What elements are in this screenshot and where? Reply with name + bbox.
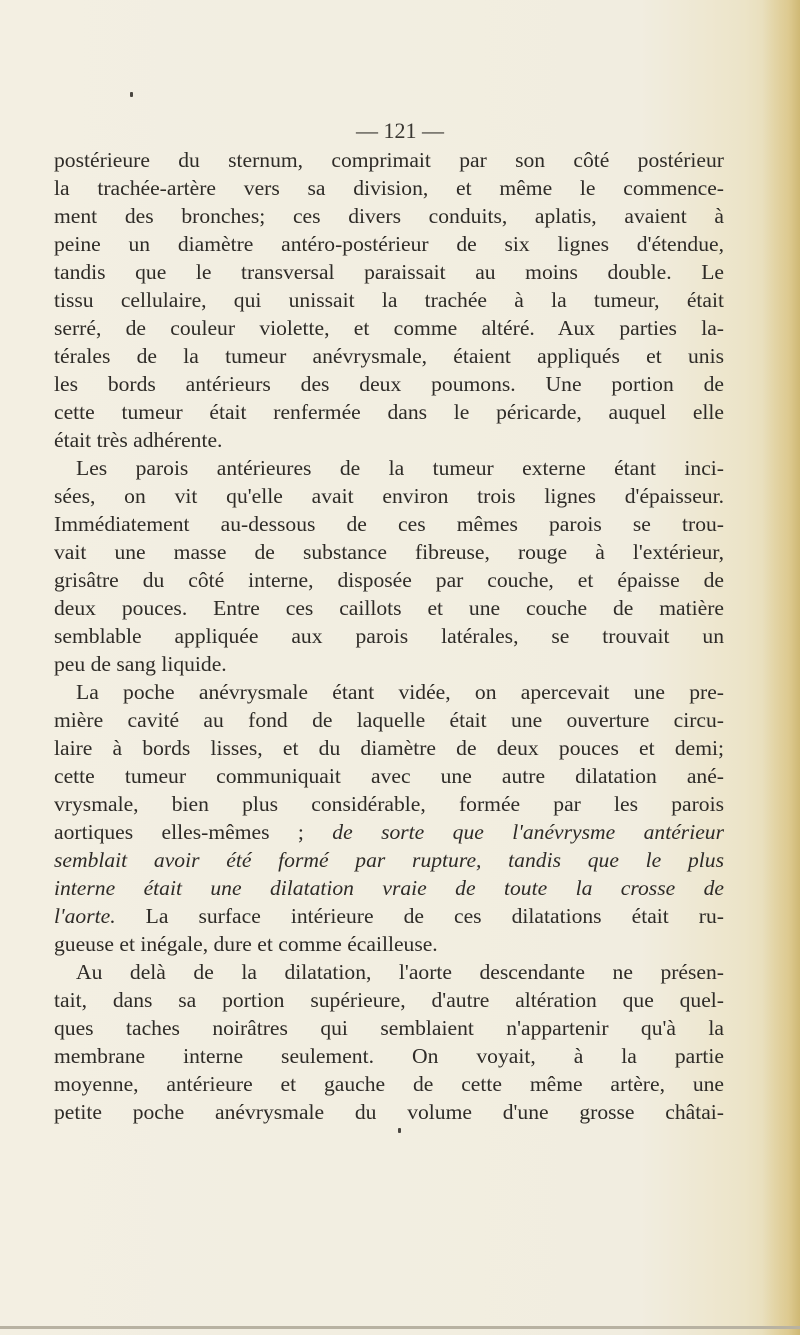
- text-line: semblait avoir été formé par rupture, tandis que le plus: [54, 848, 724, 872]
- text-line: gueuse et inégale, dure et comme écailleuse.: [54, 932, 438, 956]
- text-line: grisâtre du côté interne, disposée par couche, et épaisse de: [54, 568, 724, 592]
- text-line: moyenne, antérieure et gauche de cette même artère, une: [54, 1072, 724, 1096]
- text-line: ment des bronches; ces divers conduits, aplatis, avaient à: [54, 204, 724, 228]
- text-line: La poche anévrysmale étant vidée, on apercevait une pre-: [76, 680, 724, 704]
- text-line: aortiques elles-mêmes ; de sorte que l'anévrysme antérieur: [54, 820, 724, 844]
- text-line: peu de sang liquide.: [54, 652, 227, 676]
- text-line: cette tumeur était renfermée dans le péricarde, auquel elle: [54, 400, 724, 424]
- page-bottom-edge: [0, 1326, 800, 1329]
- text-line: Immédiatement au-dessous de ces mêmes parois se trou-: [54, 512, 724, 536]
- ink-speck: [398, 1128, 401, 1133]
- text-line: la trachée-artère vers sa division, et même le commence-: [54, 176, 724, 200]
- text-line: interne était une dilatation vraie de toute la crosse de: [54, 876, 724, 900]
- text-line: vrysmale, bien plus considérable, formée par les parois: [54, 792, 724, 816]
- text-line: térales de la tumeur anévrysmale, étaient appliqués et unis: [54, 344, 724, 368]
- text-line: cette tumeur communiquait avec une autre dilatation ané-: [54, 764, 724, 788]
- text-line: ques taches noirâtres qui semblaient n'appartenir qu'à la: [54, 1016, 724, 1040]
- text-line: vait une masse de substance fibreuse, rouge à l'extérieur,: [54, 540, 724, 564]
- text-line: l'aorte. La surface intérieure de ces dilatations était ru-: [54, 904, 724, 928]
- text-line: mière cavité au fond de laquelle était une ouverture circu-: [54, 708, 724, 732]
- text-line: deux pouces. Entre ces caillots et une couche de matière: [54, 596, 724, 620]
- text-line: Au delà de la dilatation, l'aorte descendante ne présen-: [76, 960, 724, 984]
- text-line: Les parois antérieures de la tumeur externe étant inci-: [76, 456, 724, 480]
- text-line: tandis que le transversal paraissait au moins double. Le: [54, 260, 724, 284]
- page-number: — 121 —: [356, 118, 444, 143]
- ink-speck: [130, 92, 133, 97]
- text-line: sées, on vit qu'elle avait environ trois lignes d'épaisseur.: [54, 484, 724, 508]
- text-line: laire à bords lisses, et du diamètre de deux pouces et demi;: [54, 736, 724, 760]
- page-edge-shadow: [762, 0, 800, 1335]
- text-line: petite poche anévrysmale du volume d'une grosse châtai-: [54, 1100, 724, 1124]
- text-line: était très adhérente.: [54, 428, 223, 452]
- text-line: les bords antérieurs des deux poumons. Une portion de: [54, 372, 724, 396]
- text-line: peine un diamètre antéro-postérieur de six lignes d'étendue,: [54, 232, 724, 256]
- body-text: [54, 146, 724, 1126]
- text-line: tait, dans sa portion supérieure, d'autre altération que quel-: [54, 988, 724, 1012]
- text-line: tissu cellulaire, qui unissait la trachée à la tumeur, était: [54, 288, 724, 312]
- text-line: serré, de couleur violette, et comme altéré. Aux parties la-: [54, 316, 724, 340]
- text-line: membrane interne seulement. On voyait, à la partie: [54, 1044, 724, 1068]
- text-line: postérieure du sternum, comprimait par son côté postérieur: [54, 148, 724, 172]
- text-line: semblable appliquée aux parois latérales, se trouvait un: [54, 624, 724, 648]
